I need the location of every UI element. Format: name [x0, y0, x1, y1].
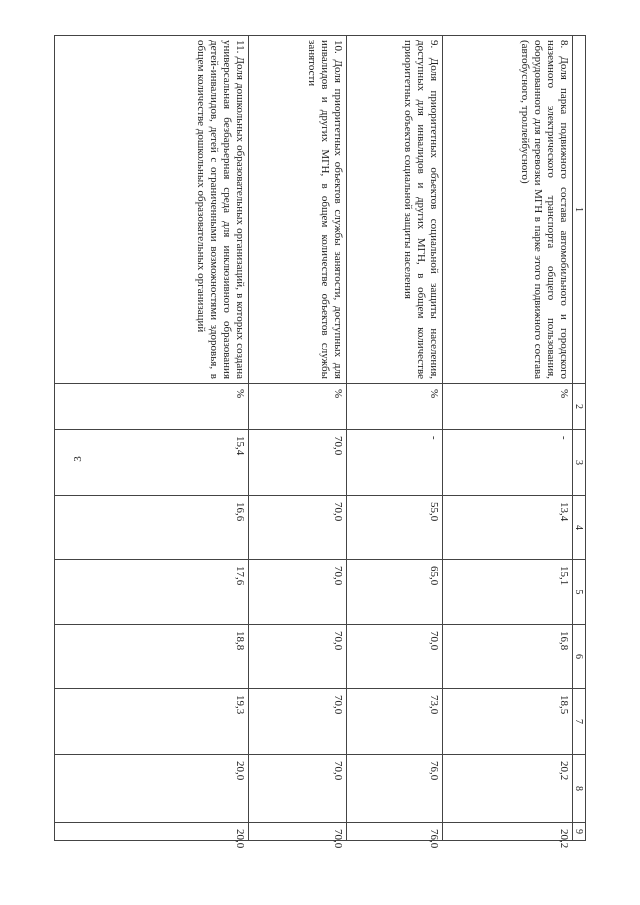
value-cell: 70,0: [249, 496, 347, 560]
value-cell: 70,0: [249, 755, 347, 823]
unit-cell: %: [443, 384, 573, 430]
value-cell: 20,0: [55, 755, 249, 823]
column-header: 7: [573, 689, 586, 755]
value-cell: -: [347, 430, 443, 496]
indicator-name: 10. Доля приоритетных объектов службы занятости, доступных для инвалидов и других МГН, в общем количестве объектов службы занятости: [249, 36, 347, 384]
column-header: 5: [573, 560, 586, 625]
column-header: 9: [573, 823, 586, 841]
column-header: 1: [573, 36, 586, 384]
column-header: 4: [573, 496, 586, 560]
value-cell: 70,0: [249, 689, 347, 755]
table-row: [55, 36, 249, 841]
unit-cell: %: [249, 384, 347, 430]
value-cell: 15,4: [55, 430, 249, 496]
value-cell: 76,0: [347, 823, 443, 841]
unit-cell: %: [347, 384, 443, 430]
value-cell: 19,3: [55, 689, 249, 755]
value-cell: 70,0: [249, 625, 347, 689]
value-cell: 55,0: [347, 496, 443, 560]
page-number: 3: [71, 456, 84, 462]
value-cell: 70,0: [249, 823, 347, 841]
value-cell: 70,0: [249, 560, 347, 625]
value-cell: 18,5: [443, 689, 573, 755]
column-header-row: [573, 36, 586, 841]
indicator-table: [56, 35, 586, 849]
value-cell: 16,6: [55, 496, 249, 560]
value-cell: 17,6: [55, 560, 249, 625]
value-cell: 13,4: [443, 496, 573, 560]
value-cell: 20,0: [55, 823, 249, 841]
value-cell: 65,0: [347, 560, 443, 625]
value-cell: -: [443, 430, 573, 496]
value-cell: 15,1: [443, 560, 573, 625]
value-cell: 70,0: [249, 430, 347, 496]
value-cell: 70,0: [347, 625, 443, 689]
column-header: 3: [573, 430, 586, 496]
value-cell: 18,8: [55, 625, 249, 689]
unit-cell: %: [55, 384, 249, 430]
value-cell: 73,0: [347, 689, 443, 755]
indicator-name: 9. Доля приоритетных объектов социальной защиты населения, доступных для инвалидов и других МГН, в общем количестве приоритетных объектов социальной защиты населения: [347, 36, 443, 384]
value-cell: 20,2: [443, 755, 573, 823]
table-row: [347, 36, 443, 841]
indicator-name: 8. Доля парка подвижного состава автомобильного и городского наземного электрического транспорта общего пользования, оборудованного для перевозки МГН в парке этого подвижного состава (автобусного, троллейбусного): [443, 36, 573, 384]
indicator-name: 11. Доля дошкольных образовательных организаций, в которых создана универсальная безбарьерная среда для инклюзивного образования детей-инвалидов, детей с ограниченными возможностями здоровья, в общем количестве дошкольных образовательных организаций: [55, 36, 249, 384]
value-cell: 16,8: [443, 625, 573, 689]
column-header: 2: [573, 384, 586, 430]
value-cell: 76,0: [347, 755, 443, 823]
column-header: 6: [573, 625, 586, 689]
table-row: [443, 36, 573, 841]
value-cell: 20,2: [443, 823, 573, 841]
table-row: [249, 36, 347, 841]
column-header: 8: [573, 755, 586, 823]
